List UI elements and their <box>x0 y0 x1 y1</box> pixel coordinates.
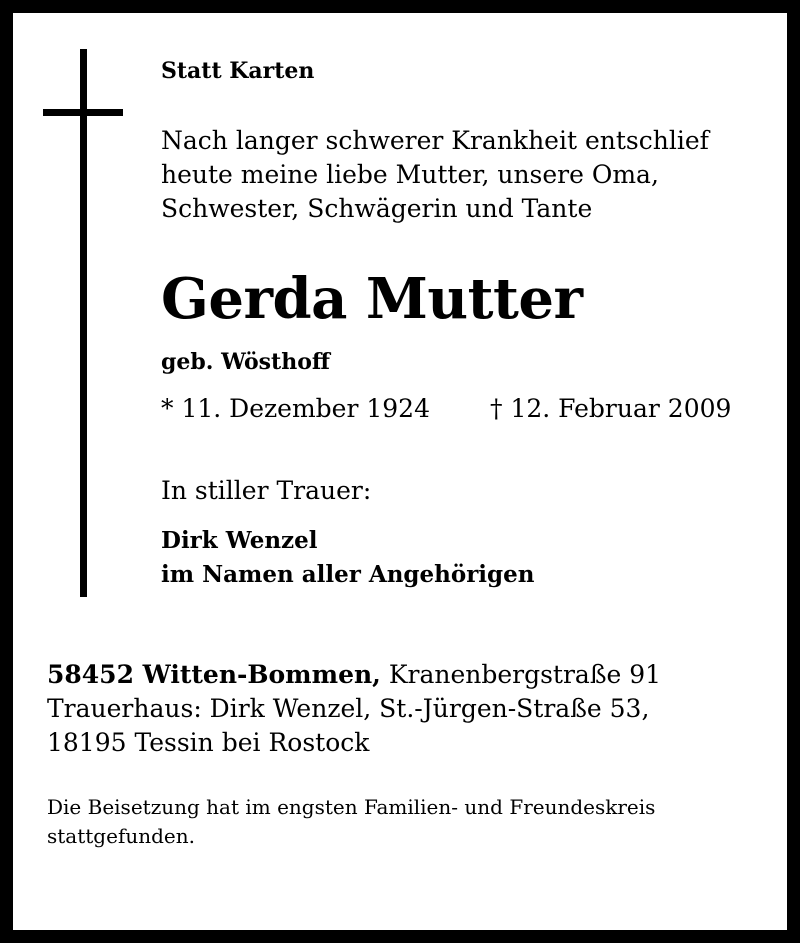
deceased-name: Gerda Mutter <box>161 266 583 332</box>
mourning-label: In stiller Trauer: <box>161 476 372 505</box>
signatory-line: Dirk Wenzel <box>161 527 318 554</box>
intro-text <box>161 124 709 226</box>
intro-line: Nach langer schwerer Krankheit entschlief <box>161 126 709 155</box>
address-line-1 <box>47 658 661 692</box>
address-line-2: Trauerhaus: Dirk Wenzel, St.-Jürgen-Straße 53, <box>47 694 650 723</box>
notice-heading: Statt Karten <box>161 58 315 84</box>
birth-date: * 11. Dezember 1924 <box>161 394 430 423</box>
address-city: 58452 Witten-Bommen, <box>47 660 381 689</box>
funeral-note-line: Die Beisetzung hat im engsten Familien- und Freundeskreis <box>47 795 656 819</box>
birth-name: geb. Wösthoff <box>161 349 330 375</box>
address-block <box>47 658 661 760</box>
death-date: † 12. Februar 2009 <box>490 394 732 423</box>
address-line-3: 18195 Tessin bei Rostock <box>47 728 370 757</box>
address-street: Kranenbergstraße 91 <box>380 660 662 689</box>
signatory-line: im Namen aller Angehörigen <box>161 561 535 588</box>
funeral-note <box>47 793 655 851</box>
funeral-note-line: stattgefunden. <box>47 824 195 848</box>
signatories <box>161 524 534 592</box>
cross-vertical-bar <box>80 49 87 597</box>
cross-horizontal-bar <box>43 109 123 116</box>
intro-line: Schwester, Schwägerin und Tante <box>161 194 593 223</box>
intro-line: heute meine liebe Mutter, unsere Oma, <box>161 160 659 189</box>
